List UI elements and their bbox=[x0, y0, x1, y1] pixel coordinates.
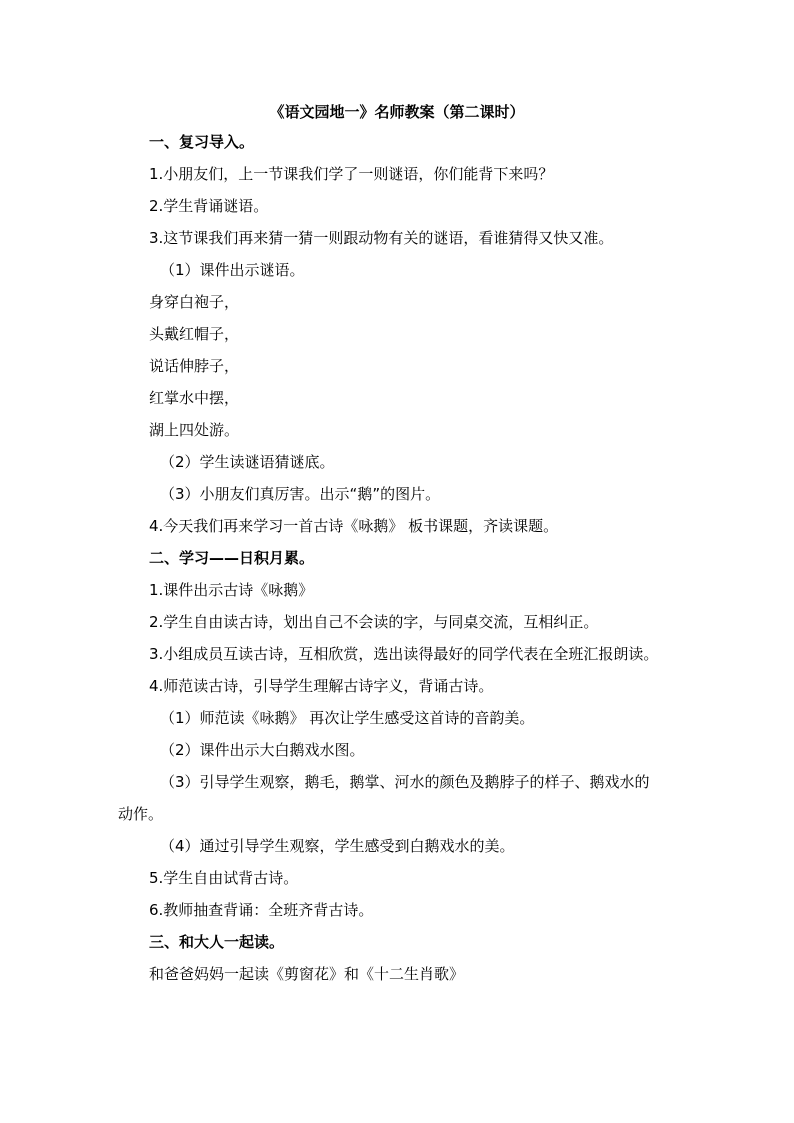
paragraph-line: 3.小组成员互读古诗，互相欣赏，选出读得最好的同学代表在全班汇报朗读。 bbox=[149, 645, 659, 663]
paragraph-line: 2.学生自由读古诗，划出自己不会读的字，与同桌交流，互相纠正。 bbox=[149, 613, 599, 631]
paragraph-line: 2.学生背诵谜语。 bbox=[149, 197, 269, 215]
paragraph-line: 1.小朋友们，上一节课我们学了一则谜语，你们能背下来吗？ bbox=[149, 165, 554, 183]
paragraph-line: （4）通过引导学生观察，学生感受到白鹅戏水的美。 bbox=[160, 837, 515, 855]
riddle-line: 身穿白袍子， bbox=[149, 293, 240, 311]
paragraph-line: 4.师范读古诗，引导学生理解古诗字义，背诵古诗。 bbox=[149, 677, 494, 695]
paragraph-line: 3.这节课我们再来猜一猜一则跟动物有关的谜语，看谁猜得又快又准。 bbox=[149, 229, 614, 247]
section-heading-review: 一、复习导入。 bbox=[149, 133, 255, 151]
paragraph-line: （2）学生读谜语猜谜底。 bbox=[160, 453, 335, 471]
paragraph-line: （1）师范读《咏鹅》 再次让学生感受这首诗的音韵美。 bbox=[160, 709, 535, 727]
riddle-line: 头戴红帽子， bbox=[149, 325, 240, 343]
paragraph-line: 动作。 bbox=[118, 805, 164, 823]
paragraph-line: 6.教师抽查背诵：全班齐背古诗。 bbox=[149, 901, 374, 919]
paragraph-line: 1.课件出示古诗《咏鹅》 bbox=[149, 581, 314, 599]
paragraph-line: （3）引导学生观察，鹅毛，鹅掌、河水的颜色及鹅脖子的样子、鹅戏水的 bbox=[160, 773, 650, 791]
riddle-line: 红掌水中摆， bbox=[149, 389, 240, 407]
paragraph-line: （3）小朋友们真厉害。出示“鹅”的图片。 bbox=[160, 485, 441, 503]
section-heading-read: 三、和大人一起读。 bbox=[149, 933, 285, 951]
paragraph-line: （2）课件出示大白鹅戏水图。 bbox=[160, 741, 365, 759]
paragraph-line: 4.今天我们再来学习一首古诗《咏鹅》 板书课题，齐读课题。 bbox=[149, 517, 559, 535]
section-heading-learn: 二、学习——日积月累。 bbox=[149, 549, 315, 567]
paragraph-line: （1）课件出示谜语。 bbox=[160, 261, 305, 279]
riddle-line: 说话伸脖子， bbox=[149, 357, 240, 375]
paragraph-line: 和爸爸妈妈一起读《剪窗花》和《十二生肖歌》 bbox=[149, 965, 465, 983]
paragraph-line: 5.学生自由试背古诗。 bbox=[149, 869, 299, 887]
document-title: 《语文园地一》名师教案（第二课时） bbox=[269, 103, 525, 121]
riddle-line: 湖上四处游。 bbox=[149, 421, 240, 439]
